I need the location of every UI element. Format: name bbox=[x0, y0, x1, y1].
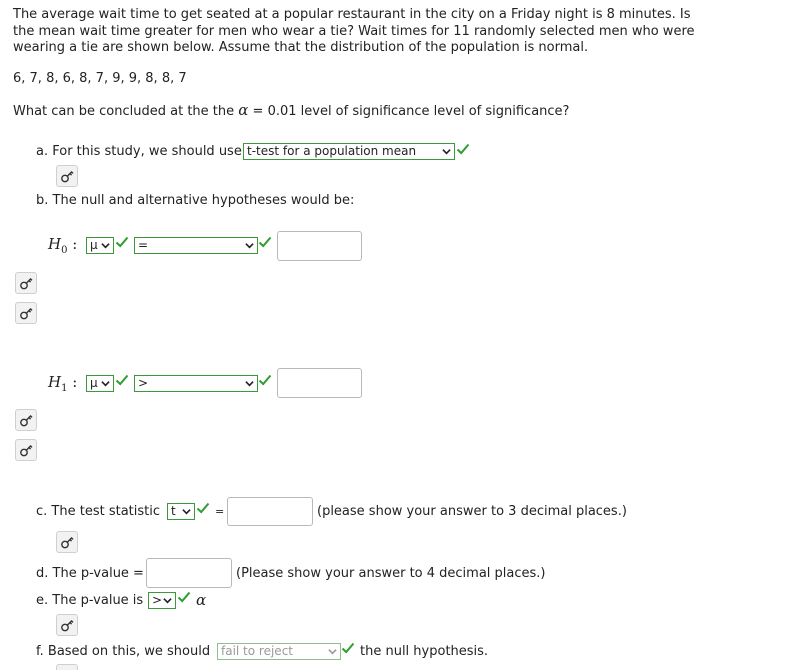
check-icon bbox=[341, 641, 355, 655]
hint-key-button[interactable] bbox=[15, 272, 37, 294]
part-f-label: f. Based on this, we should bbox=[36, 644, 211, 659]
problem-intro: The average wait time to get seated at a popular restaurant in the city on a Friday night is 8 minutes. Is the mean wait time greater for men who wear a tie? Wait times for 11 randomly selected men who were wearing a tie are shown below. Assume that the distribution of the population is normal. bbox=[13, 7, 695, 55]
alpha-symbol: α bbox=[196, 591, 207, 609]
chevron-down-icon bbox=[101, 379, 110, 388]
h0-colon: : bbox=[72, 235, 78, 253]
test-statistic-equals: = bbox=[215, 505, 225, 518]
h0-subscript: 0 bbox=[61, 245, 68, 256]
key-icon bbox=[19, 443, 34, 458]
h1-label bbox=[48, 373, 77, 394]
h1-colon: : bbox=[72, 373, 78, 391]
chevron-down-icon bbox=[442, 147, 451, 156]
hint-key-button[interactable] bbox=[15, 439, 37, 461]
check-icon bbox=[456, 142, 470, 156]
key-icon bbox=[19, 276, 34, 291]
study-type-select[interactable] bbox=[243, 143, 455, 160]
hint-key-button[interactable] bbox=[56, 664, 78, 670]
part-d-label: d. The p-value = bbox=[36, 566, 144, 581]
h0-parameter-select[interactable] bbox=[86, 237, 114, 254]
chevron-down-icon bbox=[182, 507, 191, 516]
h0-symbol: H bbox=[48, 235, 62, 253]
check-icon bbox=[115, 235, 129, 249]
h1-symbol: H bbox=[48, 373, 62, 391]
hint-key-button[interactable] bbox=[56, 614, 78, 636]
h0-value-input[interactable] bbox=[277, 231, 362, 261]
key-icon bbox=[60, 618, 75, 633]
test-statistic-input[interactable] bbox=[227, 497, 313, 526]
chevron-down-icon bbox=[245, 379, 254, 388]
check-icon bbox=[177, 590, 191, 604]
hint-key-button[interactable] bbox=[15, 409, 37, 431]
h0-operator-select[interactable] bbox=[134, 237, 258, 254]
question-text bbox=[13, 102, 703, 121]
check-icon bbox=[258, 235, 272, 249]
test-statistic-selected: t bbox=[171, 504, 176, 518]
key-icon bbox=[60, 535, 75, 550]
chevron-down-icon bbox=[163, 596, 172, 605]
test-statistic-select[interactable] bbox=[167, 503, 195, 520]
part-e-label: e. The p-value is bbox=[36, 593, 144, 608]
alpha-symbol: α bbox=[238, 101, 249, 119]
h0-parameter-selected: μ bbox=[90, 238, 98, 252]
chevron-down-icon bbox=[101, 241, 110, 250]
conclusion-select[interactable] bbox=[217, 643, 341, 660]
check-icon bbox=[196, 501, 210, 515]
hint-key-button[interactable] bbox=[56, 531, 78, 553]
hint-key-button[interactable] bbox=[56, 165, 78, 187]
p-value-input[interactable] bbox=[146, 558, 232, 588]
key-icon bbox=[19, 306, 34, 321]
part-c-label: c. The test statistic bbox=[36, 504, 160, 519]
h1-parameter-selected: μ bbox=[90, 376, 98, 390]
question-suffix: = 0.01 level of significance level of significance? bbox=[248, 104, 570, 119]
data-values: 6, 7, 8, 6, 8, 7, 9, 9, 8, 8, 7 bbox=[13, 71, 187, 86]
part-a-label: a. For this study, we should use bbox=[36, 144, 242, 159]
hint-key-button[interactable] bbox=[15, 302, 37, 324]
conclusion-suffix: the null hypothesis. bbox=[360, 644, 489, 659]
check-icon bbox=[258, 373, 272, 387]
conclusion-selected: fail to reject bbox=[221, 644, 293, 658]
test-statistic-hint: (please show your answer to 3 decimal places.) bbox=[317, 504, 627, 519]
key-icon bbox=[60, 169, 75, 184]
h1-operator-selected: > bbox=[138, 376, 149, 390]
h0-operator-selected: = bbox=[138, 238, 149, 252]
part-b-label: b. The null and alternative hypotheses would be: bbox=[36, 193, 355, 208]
h1-value-input[interactable] bbox=[277, 368, 362, 398]
chevron-down-icon bbox=[245, 241, 254, 250]
h1-operator-select[interactable] bbox=[134, 375, 258, 392]
h0-label bbox=[48, 235, 77, 256]
p-value-comparison-select[interactable] bbox=[148, 592, 176, 609]
study-type-selected: t-test for a population mean bbox=[247, 144, 417, 158]
question-prefix: What can be concluded at the the bbox=[13, 104, 239, 119]
p-value-comparison-selected: > bbox=[152, 593, 163, 607]
check-icon bbox=[115, 373, 129, 387]
key-icon bbox=[19, 413, 34, 428]
h1-parameter-select[interactable] bbox=[86, 375, 114, 392]
p-value-hint: (Please show your answer to 4 decimal places.) bbox=[236, 566, 546, 581]
chevron-down-icon bbox=[328, 647, 337, 656]
h1-subscript: 1 bbox=[61, 383, 68, 394]
